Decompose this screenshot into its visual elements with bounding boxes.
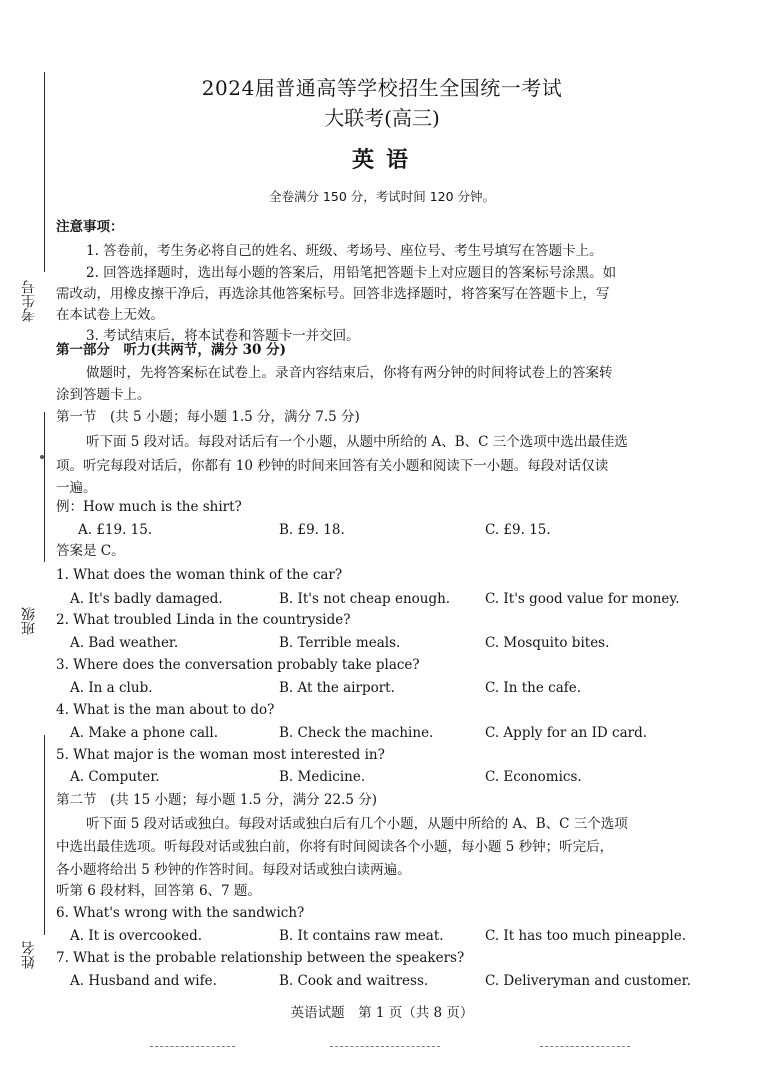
binding-dot: [40, 455, 44, 459]
question-option: B. Terrible meals.: [279, 635, 401, 651]
part1-heading: 第一部分 听力(共两节，满分 30 分): [56, 342, 286, 358]
question-option: B. Check the machine.: [279, 725, 434, 741]
part1-intro-b: 涂到答题卡上。: [56, 387, 151, 403]
section1-intro-a: 听下面 5 段对话。每段对话后有一个小题，从题中所给的 A、B、C 三个选项中选出最佳选: [86, 434, 628, 450]
question-option: C. Deliveryman and customer.: [485, 973, 691, 989]
notes-heading: 注意事项：: [56, 219, 124, 235]
question-option: B. Cook and waitress.: [279, 973, 429, 989]
question-text: 4. What is the man about to do?: [56, 702, 275, 718]
binding-line-mid: [44, 412, 45, 562]
question-option: B. It's not cheap enough.: [279, 591, 451, 607]
question-text: 5. What major is the woman most interested in?: [56, 747, 385, 763]
footer-divider-right: [540, 1046, 630, 1047]
question-option: A. In a club.: [70, 680, 153, 696]
exam-title: 2024届普通高等学校招生全国统一考试: [201, 76, 563, 100]
question-option: B. It contains raw meat.: [279, 928, 444, 944]
question-option: C. Apply for an ID card.: [485, 725, 648, 741]
question-option: A. It's badly damaged.: [70, 591, 223, 607]
note-2c: 在本试卷上无效。: [56, 307, 164, 323]
exam-subtitle: 大联考(高三): [324, 106, 440, 130]
note-2b: 需改动，用橡皮擦干净后，再选涂其他答案标号。回答非选择题时，将答案写在答题卡上，写: [56, 286, 610, 302]
material-instruction: 听第 6 段材料，回答第 6、7 题。: [56, 883, 261, 899]
question-text: 6. What's wrong with the sandwich?: [56, 905, 305, 921]
footer-divider-left: [150, 1046, 235, 1047]
question-text: 7. What is the probable relationship between the speakers?: [56, 950, 465, 966]
section2-heading: 第二节 (共 15 小题；每小题 1.5 分，满分 22.5 分): [56, 792, 377, 808]
question-option: A. It is overcooked.: [70, 928, 203, 944]
question-option: C. It's good value for money.: [485, 591, 680, 607]
question-option: B. Medicine.: [279, 769, 366, 785]
score-info: 全卷满分 150 分，考试时间 120 分钟。: [268, 189, 496, 204]
footer-divider-center: [330, 1046, 440, 1047]
section1-intro-c: 一遍。: [56, 480, 97, 496]
note-1: 1. 答卷前，考生务必将自己的姓名、班级、考场号、座位号、考生号填写在答题卡上。: [86, 243, 603, 259]
binding-line-low: [44, 735, 45, 935]
section1-heading: 第一节 (共 5 小题；每小题 1.5 分，满分 7.5 分): [56, 409, 360, 425]
class-label: 班级: [21, 607, 37, 635]
part1-intro-a: 做题时，先将答案标在试卷上。录音内容结束后，你将有两分钟的时间将试卷上的答案转: [86, 365, 613, 381]
section2-intro-a: 听下面 5 段对话或独白。每段对话或独白后有几个小题，从题中所给的 A、B、C 三个选项: [86, 816, 628, 832]
question-option: A. Computer.: [70, 769, 160, 785]
question-option: B. At the airport.: [279, 680, 395, 696]
page-footer: 英语试题 第 1 页（共 8 页）: [290, 1005, 474, 1021]
question-option: C. Mosquito bites.: [485, 635, 610, 651]
section1-intro-b: 项。听完每段对话后，你都有 10 秒钟的时间来回答有关小题和阅读下一小题。每段对话仅读: [56, 458, 609, 474]
example-option-a: A. £19. 15.: [78, 522, 153, 538]
exam-number-label: 考生号: [21, 280, 37, 322]
question-option: C. It has too much pineapple.: [485, 928, 687, 944]
question-option: A. Husband and wife.: [70, 973, 217, 989]
note-2a: 2. 回答选择题时，选出每小题的答案后，用铅笔把答题卡上对应题目的答案标号涂黑。如: [86, 265, 617, 281]
question-option: A. Bad weather.: [70, 635, 179, 651]
question-option: C. In the cafe.: [485, 680, 582, 696]
example-answer: 答案是 C。: [56, 543, 125, 559]
note-3: 3. 考试结束后，将本试卷和答题卡一并交回。: [86, 328, 360, 344]
name-label: 姓名: [21, 941, 37, 969]
section2-intro-b: 中选出最佳选项。听每段对话或独白前，你将有时间阅读各个小题，每小题 5 秒钟；听完后，: [56, 839, 614, 855]
section2-intro-c: 各小题将给出 5 秒钟的作答时间。每段对话或独白读两遍。: [56, 862, 411, 878]
question-text: 3. Where does the conversation probably take place?: [56, 657, 420, 673]
example-option-b: B. £9. 18.: [279, 522, 345, 538]
question-option: A. Make a phone call.: [70, 725, 218, 741]
subject-title: 英语: [351, 147, 420, 173]
question-text: 1. What does the woman think of the car?: [56, 567, 343, 583]
question-text: 2. What troubled Linda in the countryside?: [56, 612, 351, 628]
example-option-c: C. £9. 15.: [485, 522, 551, 538]
question-option: C. Economics.: [485, 769, 582, 785]
example-question: 例：How much is the shirt?: [56, 499, 242, 515]
